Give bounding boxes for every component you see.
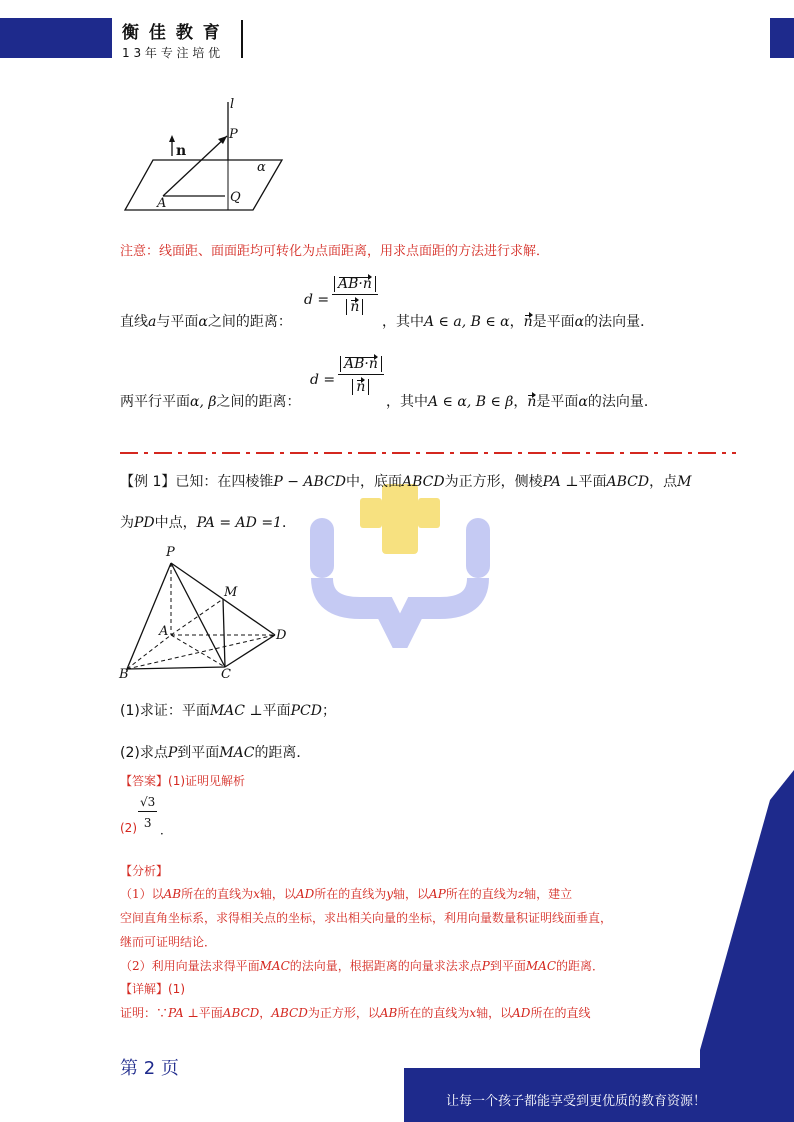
answer-line-1: 【答案】(1)证明见解析 <box>120 774 246 788</box>
fig1-label-alpha: α <box>257 160 266 175</box>
fig1-label-P: P <box>229 127 238 142</box>
example-line-1: 【例 1】已知：在四棱锥P − ABCD中，底面ABCD为正方形，侧棱PA ⊥平面ABCD，点M <box>120 474 692 490</box>
fig2-label-A: A <box>159 624 169 639</box>
plane-plane-distance: 两平行平面α, β之间的距离： d = $\frac{AB\cdot n}{n}$ ，其中A ∈ α, B ∈ β，n是平面α的法向量． <box>120 356 658 410</box>
watermark-logo <box>300 478 500 648</box>
line-plane-figure <box>115 92 295 220</box>
detail-line-1: 证明：∵PA ⊥平面ABCD，ABCD为正方形，以AB所在的直线为x轴，以AD所在的直线 <box>120 1006 591 1020</box>
fig1-label-A: A <box>157 196 167 211</box>
formula-fraction: $\frac{AB\cdot n}{n}$ <box>338 356 384 395</box>
fig2-label-P: P <box>166 545 175 560</box>
example-line-2: 为PD中点，PA = AD =1． <box>120 515 296 531</box>
fig2-label-M: M <box>224 585 238 600</box>
fig2-label-C: C <box>221 667 231 682</box>
fig2-label-B: B <box>119 667 129 682</box>
analysis-line-3: 继而可证明结论． <box>120 935 217 949</box>
fig1-label-l: l <box>230 97 235 112</box>
analysis-line-1: （1）以AB所在的直线为x轴，以AD所在的直线为y轴，以AP所在的直线为z轴，建立 <box>120 887 573 901</box>
answer-line-2: (2) $\frac{√3}{3}$ ． <box>120 795 173 837</box>
analysis-label: 【分析】 <box>120 864 169 878</box>
brand-name: 衡 佳 教 育 <box>122 23 222 43</box>
header-left-bar <box>0 18 112 58</box>
note-text: 注意：线面距、面面距均可转化为点面距离，用求点面距的方法进行求解． <box>120 244 550 259</box>
section-divider <box>120 450 736 456</box>
header-right-block <box>770 18 794 58</box>
fig1-label-n: n <box>176 143 187 159</box>
header-divider <box>241 20 243 58</box>
fig2-label-D: D <box>276 628 287 643</box>
pyramid-figure <box>115 545 295 685</box>
page-number: 第 2 页 <box>120 1058 179 1079</box>
formula-fraction: $\frac{AB\cdot n}{n}$ <box>332 276 378 315</box>
line-plane-distance: 直线a与平面α之间的距离： d = $\frac{AB\cdot n}{n}$ ，其中A ∈ a, B ∈ α，n是平面α的法向量． <box>120 276 655 330</box>
question-2: (2)求点P到平面MAC的距离． <box>120 745 311 761</box>
fig1-label-Q: Q <box>230 190 241 205</box>
footer-slogan: 让每一个孩子都能享受到更优质的教育资源！ <box>446 1094 707 1109</box>
formula-d: d = <box>310 372 336 388</box>
detail-label: 【详解】(1) <box>120 982 185 996</box>
brand-slogan: 1 3 年 专 注 培 优 <box>122 46 221 60</box>
formula-d: d = <box>304 292 330 308</box>
analysis-line-4: （2）利用向量法求得平面MAC的法向量，根据距离的向量求法求点P到平面MAC的距离． <box>120 959 605 973</box>
analysis-line-2: 空间直角坐标系，求得相关点的坐标，求出相关向量的坐标，利用向量数量积证明线面垂直， <box>120 911 613 925</box>
question-1: (1)求证：平面MAC ⊥平面PCD； <box>120 703 336 719</box>
